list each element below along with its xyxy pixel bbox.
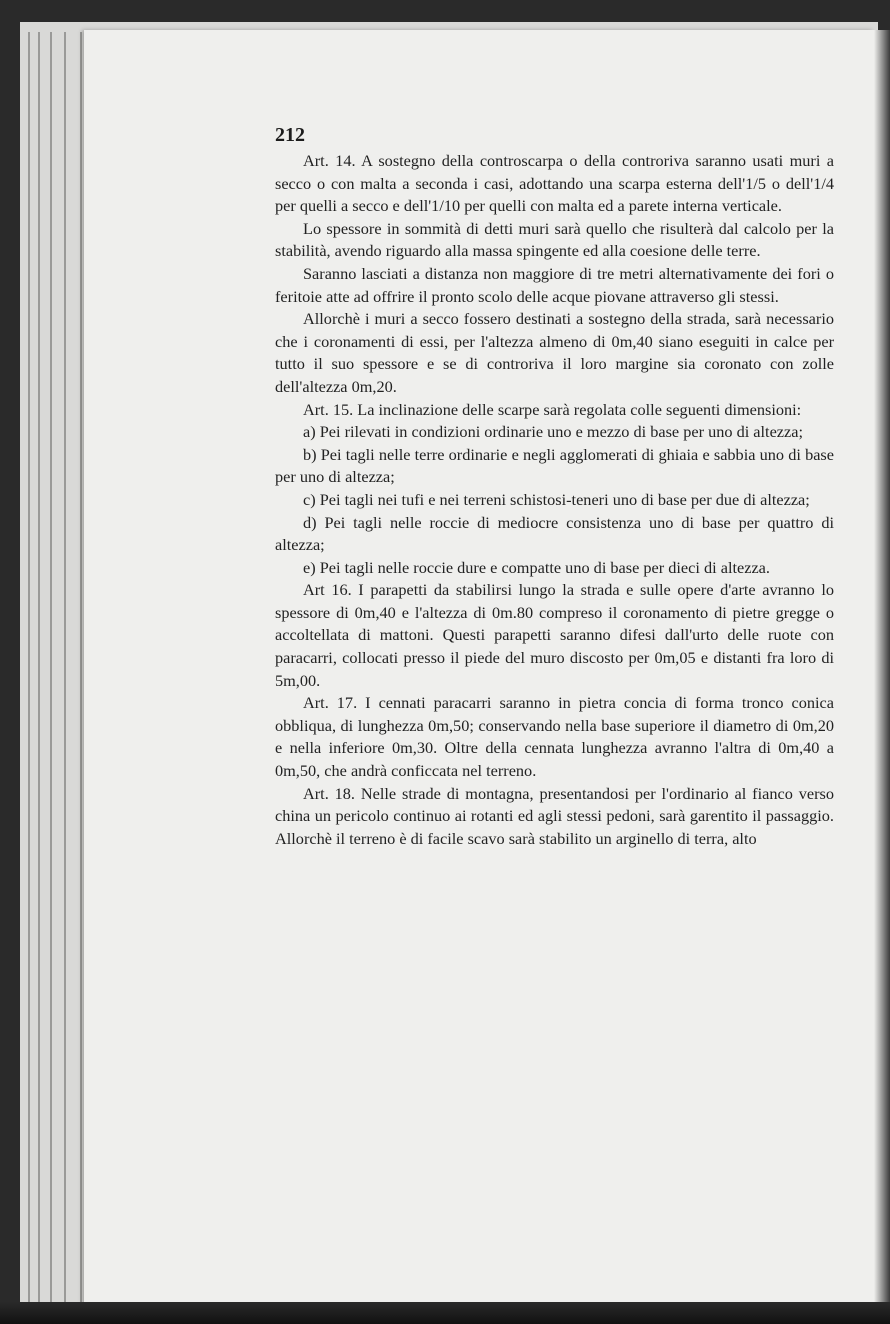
list-item: e) Pei tagli nelle roccie dure e compatte uno di base per dieci di altezza. bbox=[303, 557, 770, 577]
list-item: b) Pei tagli nelle terre ordinarie e negli agglomerati di ghiaia e sabbia uno di base per uno di altezza; bbox=[275, 444, 834, 487]
paragraph: Allorchè i muri a secco fossero destinati a sostegno della strada, sarà necessario che i coronamenti di essi, per l'altezza almeno di 0m,40 siano eseguiti in calce per tutto il suo spessore e se di controriva il loro margine sia coronato con zolle dell'altezza 0m,20. bbox=[275, 309, 834, 396]
list-item: a) Pei rilevati in condizioni ordinarie uno e mezzo di base per uno di altezza; bbox=[303, 422, 804, 442]
scan-bottom-shadow bbox=[0, 1302, 890, 1324]
paragraph-art16: Art 16. I parapetti da stabilirsi lungo la strada e sulle opere d'arte avranno lo spessore di 0m,40 e l'altezza di 0m.80 compreso il coronamento di pietre gregge o accoltellata di mattoni. Questi parapetti saranno difesi dall'urto delle ruote con paracarri, collocati presso il piede del muro discosto per 0m,05 e distanti fra loro di 5m,00. bbox=[275, 580, 834, 690]
page-edge bbox=[80, 32, 82, 1302]
page-edge bbox=[50, 32, 52, 1302]
paragraph: Saranno lasciati a distanza non maggiore di tre metri alternativamente dei fori o feritoie atte ad offrire il pronto scolo delle acque piovane attraverso gli stessi. bbox=[275, 263, 834, 306]
paragraph-art14: Art. 14. A sostegno della controscarpa o della controriva saranno usati muri a secco o con malta a seconda i casi, adottando una scarpa esterna dell'1/5 o dell'1/4 per quelli a secco e dell'1/10 per quelli con malta ed a parete interna verticale. bbox=[275, 151, 834, 216]
paragraph-art17: Art. 17. I cennati paracarri saranno in pietra concia di forma tronco conica obbliqua, di lunghezza 0m,50; conservando nella base superiore il diametro di 0m,20 e nella inferiore 0m,30. Oltre della cennata lunghezza avranno l'altra di 0m,40 a 0m,50, che andrà conficcata nel terreno. bbox=[275, 693, 834, 781]
page-number: 212 bbox=[275, 124, 305, 146]
list-item: c) Pei tagli nei tufi e nei terreni schistosi-teneri uno di base per due di altezza; bbox=[303, 489, 810, 509]
list-item: d) Pei tagli nelle roccie di mediocre consistenza uno di base per quattro di altezza; bbox=[275, 512, 834, 555]
page-edge bbox=[38, 32, 40, 1302]
paragraph: Lo spessore in sommità di detti muri sarà quello che risulterà dal calcolo per la stabilità, avendo riguardo alla massa spingente ed alla coesione delle terre. bbox=[275, 218, 834, 261]
page-body bbox=[275, 150, 834, 850]
page-gutter-shadow bbox=[874, 30, 890, 1305]
paragraph-art18: Art. 18. Nelle strade di montagna, presentandosi per l'ordinario al fianco verso china un pericolo continuo ai rotanti ed agli stessi pedoni, sarà garentito il passaggio. Allorchè il terreno è di facile scavo sarà stabilito un arginello di terra, alto bbox=[275, 783, 834, 848]
page-edge bbox=[28, 32, 30, 1302]
paragraph-art15: Art. 15. La inclinazione delle scarpe sarà regolata colle seguenti dimensioni: bbox=[303, 399, 802, 419]
page-edge bbox=[64, 32, 66, 1302]
